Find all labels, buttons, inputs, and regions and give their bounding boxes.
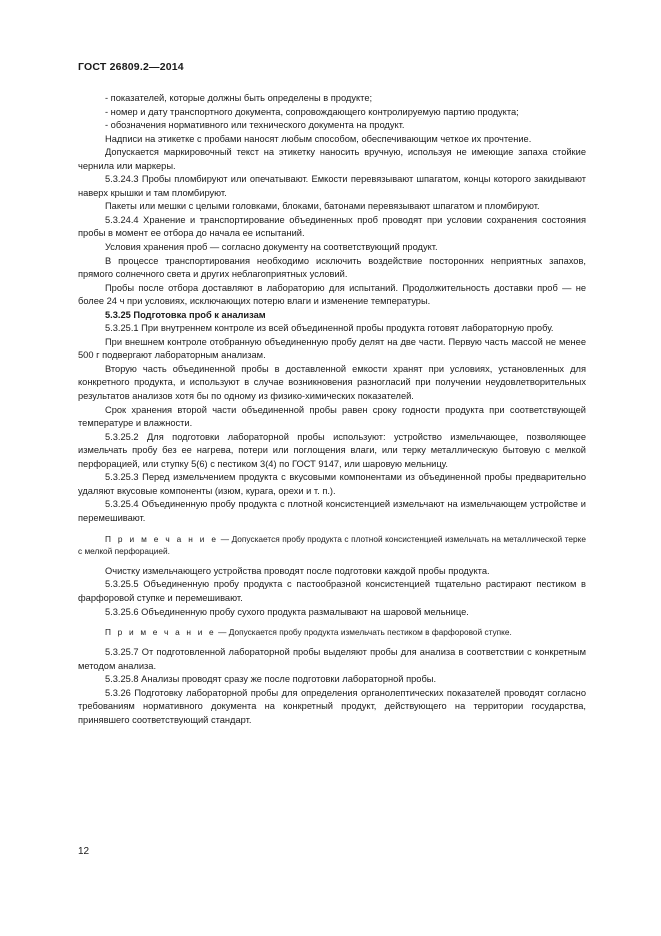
body-paragraph: Очистку измельчающего устройства проводят после подготовки каждой пробы продукта. — [105, 565, 490, 576]
body-paragraph: Пробы после отбора доставляют в лабораторию для испытаний. Продолжительность доставки проб — не более 24 ч при условиях, исключающих потерю влаги и изменение температуры. — [78, 282, 586, 307]
note-label: П р и м е ч а н и е — [105, 627, 216, 638]
body-paragraph: Срок хранения второй части объединенной пробы равен сроку годности продукта при соответствующей температуре и влажности. — [78, 404, 586, 429]
body-paragraph: Допускается маркировочный текст на этикетку наносить вручную, используя не имеющие запаха стойкие чернила или маркеры. — [78, 147, 586, 171]
body-paragraph: 5.3.25.7 От подготовленной лабораторной пробы выделяют пробы для анализа в соответствии с конкретным методом анализа. — [78, 647, 586, 671]
list-item: - номер и дату транспортного документа, сопровождающего контролируемую партию продукта; — [105, 106, 519, 117]
body-paragraph: 5.3.25.3 Перед измельчением продукта с вкусовыми компонентами из объединенной пробы предварительно удаляют вкусовые компоненты (изюм, курага, орехи и т. п.). — [78, 472, 586, 496]
document-header: ГОСТ 26809.2—2014 — [78, 61, 184, 73]
body-paragraph: 5.3.25.8 Анализы проводят сразу же после подготовки лабораторной пробы. — [105, 674, 437, 685]
note-paragraph — [78, 533, 586, 557]
section-heading: 5.3.25 Подготовка проб к анализам — [105, 309, 266, 320]
body-paragraph: Условия хранения проб — согласно документу на соответствующий продукт. — [105, 242, 438, 253]
body-paragraph: 5.3.25.6 Объединенную пробу сухого продукта размалывают на шаровой мельнице. — [105, 606, 469, 617]
body-paragraph: 5.3.25.1 При внутреннем контроле из всей объединенной пробы продукта готовят лабораторную пробу. — [105, 323, 554, 334]
list-item: - показателей, которые должны быть определены в продукте; — [105, 93, 373, 103]
body-paragraph: 5.3.25.2 Для подготовки лабораторной пробы используют: устройство измельчающее, позволяющее измельчать пробу без ее нагрева, потери или поглощения влаги, или терку металлическую бытовую с мелкой перфорацией, или ступку 5(6) с пестиком 3(4) по ГОСТ 9147, или шаровую мельницу. — [78, 431, 586, 469]
body-paragraph: 5.3.26 Подготовку лабораторной пробы для определения органолептических показателей проводят согласно требованиям нормативного документа на конкретный продукт, действующего на территории государства, принявшего соответствующий стандарт. — [78, 687, 586, 726]
note-text: — Допускается пробу продукта измельчать пестиком в фарфоровой ступке. — [215, 627, 512, 638]
body-paragraph: 5.3.24.4 Хранение и транспортирование объединенных проб проводят при условии сохранения состояния пробы в момент ее отбора до начала ее испытаний. — [78, 214, 586, 239]
note-label: П р и м е ч а н и е — [105, 533, 219, 544]
note-paragraph — [78, 626, 586, 638]
document-body — [78, 92, 586, 728]
note-text: — Допускается пробу продукта с плотной консистенцией измельчать на металлической терке с мелкой перфорацией. — [78, 533, 586, 556]
body-paragraph: 5.3.25.5 Объединенную пробу продукта с пастообразной консистенцией тщательно растирают пестиком в фарфоровой ступке и перемешивают. — [78, 579, 586, 603]
body-paragraph: Пакеты или мешки с целыми головками, блоками, батонами перевязывают шпагатом и пломбируют. — [105, 201, 540, 212]
body-paragraph: В процессе транспортирования необходимо исключить воздействие посторонних неприятных запахов, прямого солнечного света и других неблагоприятных условий. — [78, 255, 586, 280]
body-paragraph: При внешнем контроле отобранную объединенную пробу делят на две части. Первую часть массой не менее 500 г подвергают лабораторным анализам. — [78, 336, 586, 361]
body-paragraph: 5.3.24.3 Пробы пломбируют или опечатывают. Емкости перевязывают шпагатом, концы которого закидывают наверх крышки и там пломбируют. — [78, 174, 586, 198]
body-paragraph: Надписи на этикетке с пробами наносят любым способом, обеспечивающим четкое их прочтение. — [105, 133, 532, 144]
body-paragraph: Вторую часть объединенной пробы в доставленной емкости хранят при условиях, установленных для конкретного продукта, и используют в случае возникновения разногласий при получении неудовлетворительных результатов анализов хотя бы по одному из физико-химических показателей. — [78, 363, 586, 402]
list-item: - обозначения нормативного или технического документа на продукт. — [105, 120, 405, 131]
page-number: 12 — [78, 846, 90, 857]
body-paragraph: 5.3.25.4 Объединенную пробу продукта с плотной консистенцией измельчают на измельчающем устройстве и перемешивают. — [78, 499, 586, 523]
